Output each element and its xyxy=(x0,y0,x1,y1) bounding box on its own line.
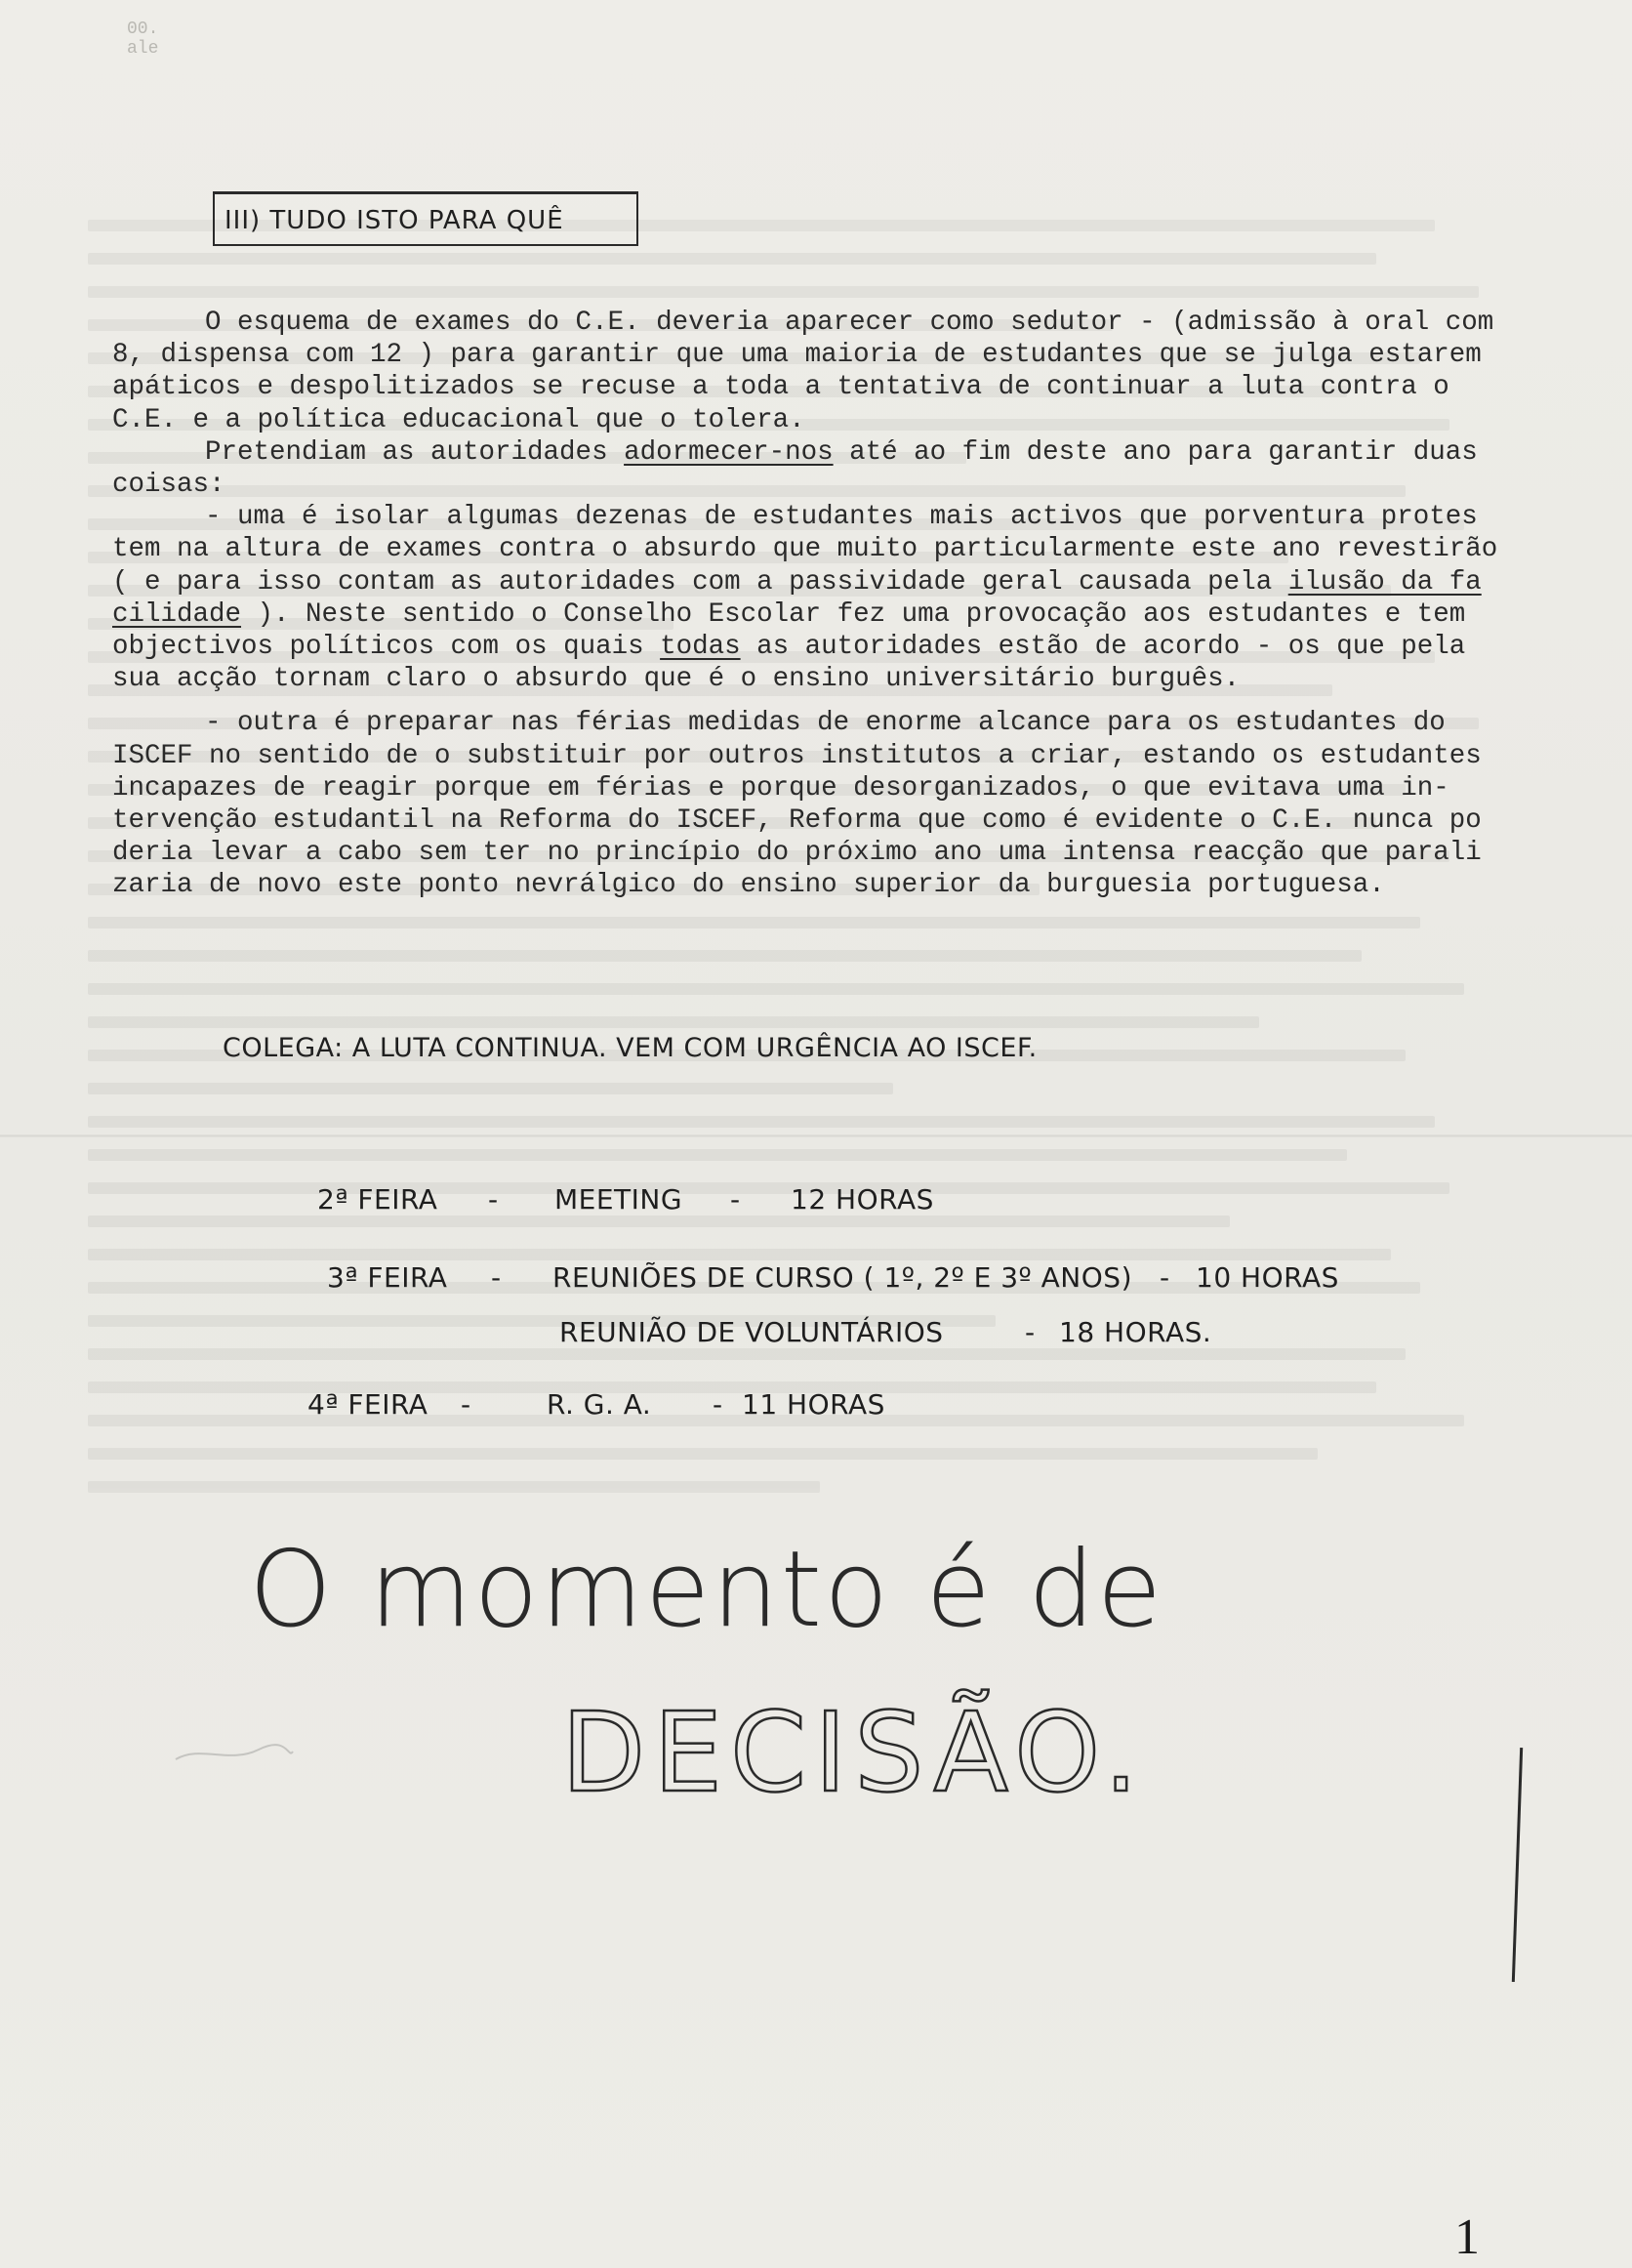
schedule-separator: - xyxy=(491,1261,502,1294)
slogan-line-2: DECISÃO. xyxy=(561,1690,1147,1817)
slogan-line-1: O momento é de xyxy=(249,1529,1164,1651)
schedule-time: 18 HORAS. xyxy=(1059,1316,1212,1348)
schedule-separator: - xyxy=(1160,1261,1170,1294)
schedule-separator: - xyxy=(461,1388,471,1421)
margin-rule xyxy=(1512,1748,1523,1982)
schedule-separator: - xyxy=(713,1388,723,1421)
schedule-separator: - xyxy=(488,1183,499,1216)
paragraph-1: O esquema de exames do C.E. deveria aparecer como sedutor - (admissão à oral com 8, dispensa com 12 ) para garantir que uma maioria de estudantes que se julga estarem apáticos e despolitizados se recuse a toda a tentativa de continuar a luta contra o C.E. e a política educacional que o tolera. xyxy=(112,308,1494,435)
schedule-separator: - xyxy=(730,1183,741,1216)
paragraph-2: Pretendiam as autoridades adormecer-nos até ao fim deste ano para garantir duas coisas: xyxy=(112,436,1478,501)
ink-smudge xyxy=(171,1740,298,1769)
call-to-action: COLEGA: A LUTA CONTINUA. VEM COM URGÊNCIA AO ISCEF. xyxy=(223,1033,1038,1063)
schedule-day: 4ª FEIRA xyxy=(307,1388,428,1421)
paper-fold xyxy=(0,1134,1632,1137)
schedule-event: REUNIÕES DE CURSO ( 1º, 2º E 3º ANOS) xyxy=(552,1261,1132,1294)
paragraph-3: - uma é isolar algumas dezenas de estudantes mais activos que porventura protes tem na altura de exames contra o absurdo que muito particularmente este ano revestirão ( e para isso contam as autoridades com a passividade geral causada pela ilusão da fa cilidade ). Neste sentido o Conselho Escolar fez uma provocação aos estudantes e tem objectivos políticos com os quais todas as autoridades estão de acordo - os que pela sua acção tornam claro o absurdo que é o ensino universitário burguês. xyxy=(112,502,1498,695)
schedule-event: MEETING xyxy=(554,1183,683,1216)
schedule-day: 2ª FEIRA xyxy=(317,1183,438,1216)
page-number: 1 xyxy=(1454,2209,1480,2265)
schedule-day: 3ª FEIRA xyxy=(327,1261,448,1294)
corner-mark: 00. ale xyxy=(127,20,159,59)
schedule-time: 11 HORAS xyxy=(742,1388,885,1421)
paragraph-4: - outra é preparar nas férias medidas de enorme alcance para os estudantes do ISCEF no sentido de o substituir por outros institutos a criar, estando os estudantes incapazes de reagir porque em férias e porque desorganizados, o que evitava uma in- tervenção estudantil na Reforma do ISCEF, Reforma que como é evidente o C.E. nunca po deria levar a cabo sem ter no princípio do próximo ano uma intensa reacção que parali zaria de novo este ponto nevrálgico do ensino superior da burguesia portuguesa. xyxy=(112,708,1482,901)
body-text xyxy=(112,307,1518,902)
schedule-separator: - xyxy=(1025,1316,1036,1348)
schedule-time: 12 HORAS xyxy=(791,1183,934,1216)
schedule-time: 10 HORAS xyxy=(1196,1261,1339,1294)
schedule-event: R. G. A. xyxy=(547,1388,652,1421)
section-heading: III) TUDO ISTO PARA QUÊ xyxy=(213,191,638,246)
schedule-event: REUNIÃO DE VOLUNTÁRIOS xyxy=(559,1316,944,1348)
